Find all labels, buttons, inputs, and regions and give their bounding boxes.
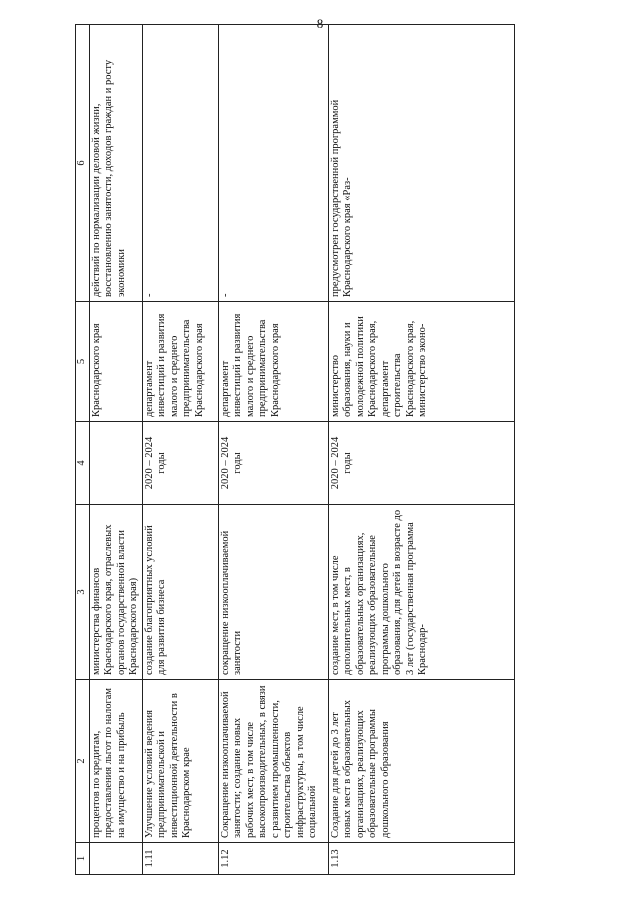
rotated-table-container <box>75 25 515 875</box>
executor-cell: департамент инвестиций и развития малого и среднего предпринимательства Краснодарского края <box>218 302 328 422</box>
table-row <box>328 25 515 875</box>
period-cell: 2020 – 2024 годы <box>218 422 328 505</box>
table-row <box>218 25 328 875</box>
measures-table <box>75 24 515 875</box>
row-number <box>89 843 142 875</box>
header-col-5: 5 <box>76 302 90 422</box>
row-number: 1.12 <box>218 843 328 875</box>
header-col-4: 4 <box>76 422 90 505</box>
measure-cell: процентов по кредитам, предоставления льгот по налогам на имущество и на прибыль <box>89 680 142 843</box>
measure-cell: Улучшение условий ведения предпринимательской и инвестиционной деятельности в Краснодарском крае <box>142 680 218 843</box>
result-cell: предусмотрен государственной программой Краснодарского края «Раз- <box>328 25 515 302</box>
row-number: 1.11 <box>142 843 218 875</box>
header-col-6: 6 <box>76 25 90 302</box>
header-col-2: 2 <box>76 680 90 843</box>
measure-cell: Сокращение низкооплачиваемой занятости; создание новых рабочих мест, в том числе высокопроизводительных, в связи с развитием промышленности, строительства объектов инфраструктуры, в том числе социальной <box>218 680 328 843</box>
executor-cell: Краснодарского края <box>89 302 142 422</box>
result-cell: - <box>218 25 328 302</box>
goal-cell: создание мест, в том числе дополнительных мест, в образовательных организациях, реализующих образовательные программы дошкольного образования, для детей в возрасте до 3 лет (государственная программа Краснодар- <box>328 505 515 680</box>
period-cell: 2020 – 2024 годы <box>142 422 218 505</box>
row-number: 1.13 <box>328 843 515 875</box>
goal-cell: сокращение низкооплачиваемой занятости <box>218 505 328 680</box>
executor-cell: министерство образования, науки и молодежной политики Краснодарского края, департамент строительства Краснодарского края, министерство эконо- <box>328 302 515 422</box>
measure-cell: Создание для детей до 3 лет новых мест в образовательных организациях, реализующих образовательные программы дошкольного образования <box>328 680 515 843</box>
result-cell: - <box>142 25 218 302</box>
header-col-1: 1 <box>76 843 90 875</box>
goal-cell: создание благоприятных условий для развития бизнеса <box>142 505 218 680</box>
table-row <box>142 25 218 875</box>
period-cell: 2020 – 2024 годы <box>328 422 515 505</box>
result-cell: действий по нормализации деловой жизни, восстановлению занятости, доходов граждан и росту экономики <box>89 25 142 302</box>
page-number: 8 <box>316 16 324 31</box>
executor-cell: департамент инвестиций и развития малого и среднего предпринимательства Краснодарского края <box>142 302 218 422</box>
goal-cell: министерства финансов Краснодарского края, отраслевых органов государственной власти Краснодарского края) <box>89 505 142 680</box>
period-cell <box>89 422 142 505</box>
header-col-3: 3 <box>76 505 90 680</box>
header-row <box>76 25 90 875</box>
table-row <box>89 25 142 875</box>
